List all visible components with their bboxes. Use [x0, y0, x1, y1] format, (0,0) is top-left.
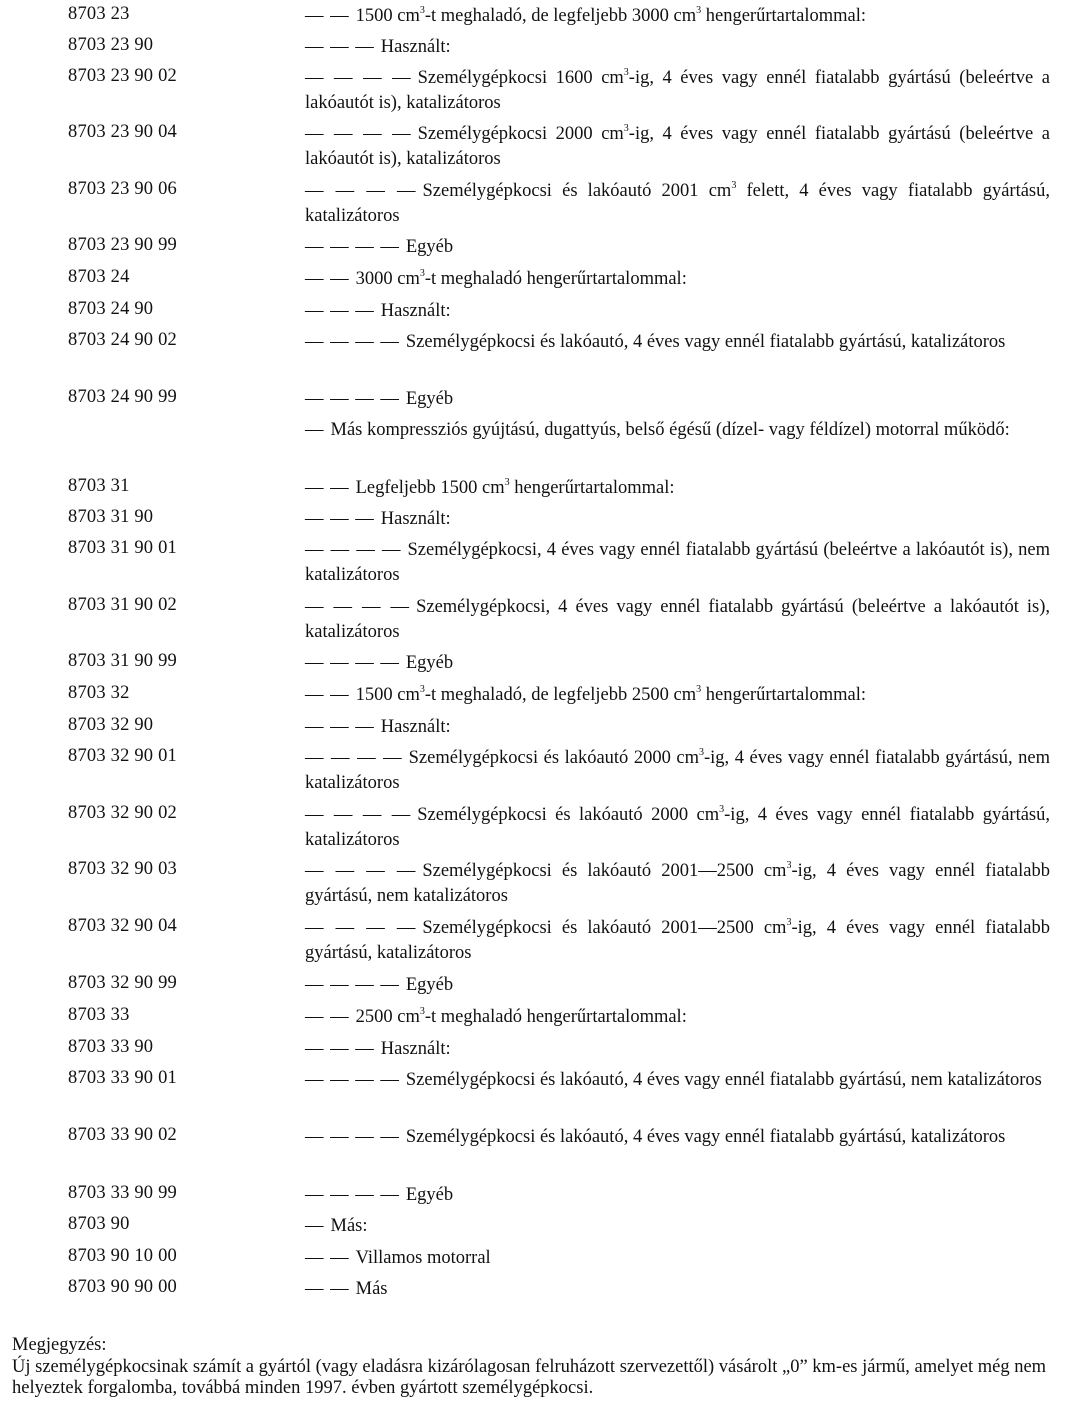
hierarchy-dashes: — — [305, 420, 325, 440]
tariff-description — [305, 4, 1050, 29]
tariff-code: 8703 32 90 — [68, 715, 154, 735]
hierarchy-dashes: — — — [305, 1248, 350, 1268]
note-title: Megjegyzés: — [12, 1335, 107, 1355]
description-text: 1500 $cm^3-t$ meghaladó, de legfeljebb 3000 $cm^3$ hengerűrtartalommal: — [355, 5, 867, 26]
tariff-code: 8703 33 90 99 — [68, 1183, 177, 1203]
hierarchy-dashes: — — — — — [305, 68, 412, 88]
tariff-description — [305, 66, 1050, 116]
tariff-code: 8703 32 90 02 — [68, 803, 177, 823]
description-text: Személygépkocsi 1600 $cm^3-ig$, 4 éves vagy ennél fiatalabb gyártású (beleértve a lakóautót is), katalizátoros — [305, 67, 1050, 113]
hierarchy-dashes: — — — [305, 478, 350, 498]
tariff-code: 8703 32 90 04 — [68, 916, 177, 936]
tariff-code: 8703 32 90 99 — [68, 973, 177, 993]
description-text: 3000 $cm^3-t$ meghaladó hengerűrtartalommal: — [355, 268, 687, 289]
hierarchy-dashes: — — — — [305, 37, 375, 57]
tariff-description — [305, 179, 1050, 229]
tariff-code: 8703 23 — [68, 4, 130, 24]
tariff-description — [305, 507, 1050, 532]
tariff-code: 8703 32 — [68, 683, 130, 703]
tariff-description — [305, 1125, 1050, 1150]
hierarchy-dashes: — — — — — [305, 653, 400, 673]
tariff-code: 8703 24 — [68, 267, 130, 287]
hierarchy-dashes: — — — — [305, 717, 375, 737]
description-text: Használt: — [380, 301, 451, 321]
description-text: Személygépkocsi és lakóautó, 4 éves vagy ennél fiatalabb gyártású, katalizátoros — [405, 1127, 1006, 1147]
tariff-description — [305, 122, 1050, 172]
hierarchy-dashes: — — — — — [305, 124, 412, 144]
description-text: Személygépkocsi és lakóautó, 4 éves vagy ennél fiatalabb gyártású, katalizátoros — [405, 332, 1006, 352]
tariff-description — [305, 1183, 1050, 1208]
tariff-description — [305, 538, 1050, 588]
tariff-code: 8703 90 10 00 — [68, 1246, 177, 1266]
tariff-description — [305, 1037, 1050, 1062]
hierarchy-dashes: — — — — — [305, 237, 400, 257]
tariff-code: 8703 32 90 01 — [68, 746, 177, 766]
hierarchy-dashes: — — — — — [305, 748, 403, 768]
tariff-description — [305, 330, 1050, 355]
tariff-description — [305, 859, 1050, 909]
tariff-code: 8703 24 90 99 — [68, 387, 177, 407]
tariff-description — [305, 973, 1050, 998]
tariff-description — [305, 1005, 1050, 1030]
description-text: Személygépkocsi és lakóautó 2001—2500 $cm^3-ig$, 4 éves vagy ennél fiatalabb gyártású, katalizátoros — [305, 917, 1050, 963]
tariff-code: 8703 24 90 — [68, 299, 154, 319]
description-text: Más — [355, 1279, 388, 1299]
tariff-code: 8703 33 — [68, 1005, 130, 1025]
description-text: Személygépkocsi, 4 éves vagy ennél fiatalabb gyártású (beleértve a lakóautót is), nem katalizátoros — [305, 540, 1050, 585]
description-text: Személygépkocsi 2000 $cm^3-ig$, 4 éves vagy ennél fiatalabb gyártású (beleértve a lakóautót is), katalizátoros — [305, 123, 1050, 169]
tariff-description — [305, 1214, 1050, 1239]
tariff-description — [305, 916, 1050, 966]
hierarchy-dashes: — — — [305, 269, 350, 289]
description-text: Személygépkocsi és lakóautó, 4 éves vagy ennél fiatalabb gyártású, nem katalizátoros — [405, 1070, 1042, 1090]
tariff-code: 8703 90 — [68, 1214, 130, 1234]
description-text: Személygépkocsi, 4 éves vagy ennél fiatalabb gyártású (beleértve a lakóautót is), katalizátoros — [305, 597, 1050, 642]
tariff-description — [305, 1246, 1050, 1271]
tariff-description — [305, 1068, 1050, 1093]
tariff-description — [305, 476, 1050, 501]
hierarchy-dashes: — — — — — [305, 1127, 400, 1147]
description-text: Egyéb — [405, 389, 454, 409]
hierarchy-dashes: — — [305, 1216, 325, 1236]
description-text: Villamos motorral — [355, 1248, 491, 1268]
hierarchy-dashes: — — — [305, 6, 350, 26]
tariff-description — [305, 1277, 1050, 1302]
description-text: Használt: — [380, 37, 451, 57]
description-text: Használt: — [380, 717, 451, 737]
tariff-code: 8703 33 90 — [68, 1037, 154, 1057]
tariff-description — [305, 387, 1050, 412]
tariff-code: 8703 33 90 02 — [68, 1125, 177, 1145]
hierarchy-dashes: — — — — — [305, 975, 400, 995]
hierarchy-dashes: — — — — — [305, 1070, 400, 1090]
hierarchy-dashes: — — — — — [305, 597, 411, 617]
hierarchy-dashes: — — — — — [305, 1185, 400, 1205]
hierarchy-dashes: — — — — — [305, 332, 400, 352]
tariff-description — [305, 267, 1050, 292]
tariff-code: 8703 31 90 01 — [68, 538, 177, 558]
tariff-description — [305, 715, 1050, 740]
description-text: Személygépkocsi és lakóautó 2001—2500 $cm^3-ig$, 4 éves vagy ennél fiatalabb gyártású, nem katalizátoros — [305, 860, 1050, 906]
description-text: Legfeljebb 1500 $cm^3$ hengerűrtartalommal: — [355, 477, 675, 498]
description-text: Személygépkocsi és lakóautó 2000 $cm^3-ig$, 4 éves vagy ennél fiatalabb gyártású, katalizátoros — [305, 804, 1050, 850]
tariff-code: 8703 31 — [68, 476, 130, 496]
tariff-code: 8703 23 90 02 — [68, 66, 177, 86]
tariff-code: 8703 32 90 03 — [68, 859, 177, 879]
description-text: Egyéb — [405, 1185, 454, 1205]
hierarchy-dashes: — — — — [305, 509, 375, 529]
tariff-code: 8703 23 90 06 — [68, 179, 177, 199]
tariff-description — [305, 235, 1050, 260]
tariff-description — [305, 595, 1050, 645]
description-text: Egyéb — [405, 653, 454, 673]
tariff-description — [305, 803, 1050, 853]
tariff-code: 8703 31 90 — [68, 507, 154, 527]
hierarchy-dashes: — — — — [305, 1039, 375, 1059]
hierarchy-dashes: — — — [305, 1007, 350, 1027]
note-text: Új személygépkocsinak számít a gyártól (vagy eladásra kizárólagosan felruházott szervezettől) vásárolt „0” km-es jármű, amelyet még nem helyeztek forgalomba, továbbá minden 1997. évben gyártott személygépkocsi. — [12, 1357, 1047, 1398]
hierarchy-dashes: — — — — — [305, 389, 400, 409]
tariff-description — [305, 683, 1050, 708]
hierarchy-dashes: — — — — — [305, 918, 417, 938]
hierarchy-dashes: — — — [305, 685, 350, 705]
tariff-code: 8703 24 90 02 — [68, 330, 177, 350]
tariff-code: 8703 31 90 99 — [68, 651, 177, 671]
tariff-description — [305, 35, 1050, 60]
tariff-description — [305, 746, 1050, 796]
hierarchy-dashes: — — — — — [305, 181, 417, 201]
description-text: Használt: — [380, 509, 451, 529]
tariff-code: 8703 23 90 99 — [68, 235, 177, 255]
description-text: Személygépkocsi és lakóautó 2001 $cm^3$ felett, 4 éves vagy fiatalabb gyártású, katalizátoros — [305, 180, 1050, 226]
hierarchy-dashes: — — — — [305, 301, 375, 321]
hierarchy-dashes: — — — [305, 1279, 350, 1299]
description-text: Egyéb — [405, 237, 454, 257]
description-text: Használt: — [380, 1039, 451, 1059]
tariff-description — [305, 418, 1050, 443]
description-text: Személygépkocsi és lakóautó 2000 $cm^3-ig$, 4 éves vagy ennél fiatalabb gyártású, nem katalizátoros — [305, 747, 1050, 793]
tariff-code: 8703 33 90 01 — [68, 1068, 177, 1088]
description-text: Más kompressziós gyújtású, dugattyús, belső égésű (dízel- vagy féldízel) motorral működő: — [330, 420, 1010, 440]
hierarchy-dashes: — — — — — [305, 861, 417, 881]
description-text: Egyéb — [405, 975, 454, 995]
description-text: 2500 $cm^3-t$ meghaladó hengerűrtartalommal: — [355, 1006, 687, 1027]
tariff-description — [305, 299, 1050, 324]
tariff-code: 8703 31 90 02 — [68, 595, 177, 615]
tariff-code: 8703 23 90 04 — [68, 122, 177, 142]
hierarchy-dashes: — — — — — [305, 805, 412, 825]
description-text: Más: — [330, 1216, 368, 1236]
tariff-description — [305, 651, 1050, 676]
tariff-code: 8703 90 90 00 — [68, 1277, 177, 1297]
tariff-code: 8703 23 90 — [68, 35, 154, 55]
description-text: 1500 $cm^3-t$ meghaladó, de legfeljebb 2500 $cm^3$ hengerűrtartalommal: — [355, 684, 867, 705]
hierarchy-dashes: — — — — — [305, 540, 402, 560]
